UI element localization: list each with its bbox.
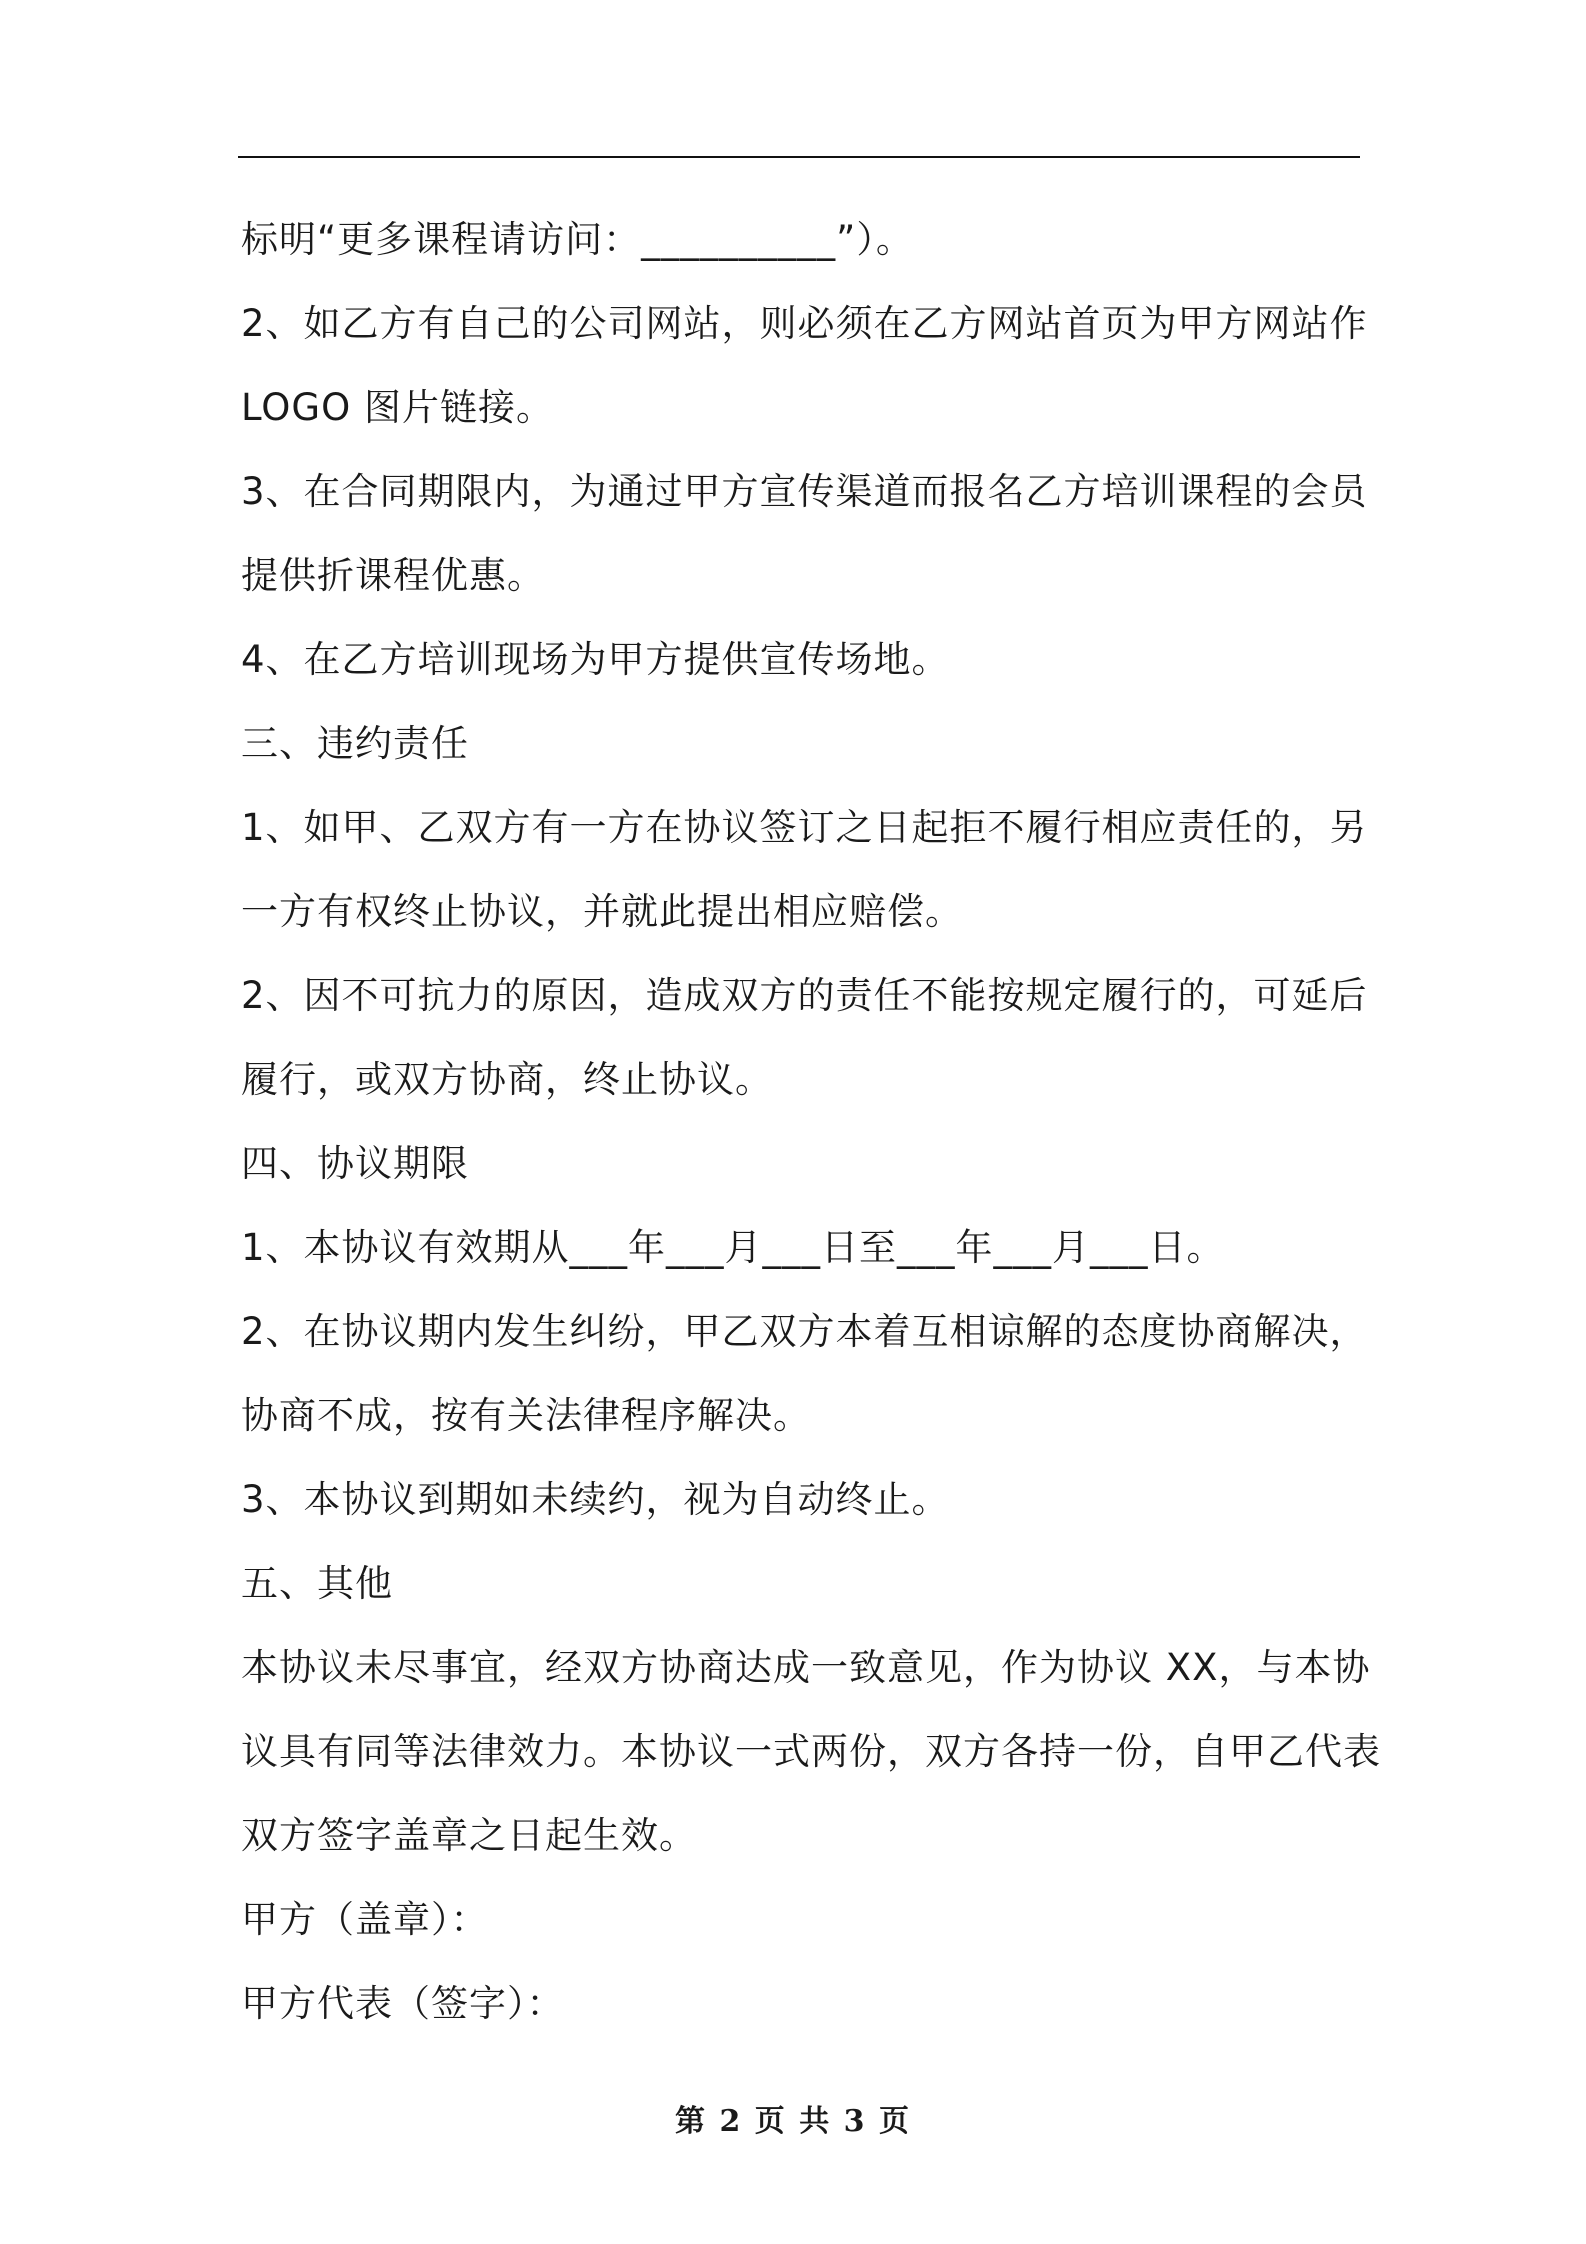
text-line: 协商不成，按有关法律程序解决。 [241,1394,811,1437]
text-line: 4、在乙方培训现场为甲方提供宣传场地。 [241,638,950,681]
text-line: 履行，或双方协商，终止协议。 [241,1058,773,1101]
text-line: 1、本协议有效期从___年___月___日至___年___月___日。 [241,1226,1225,1269]
signature-label-party-a: 甲方（盖章）： [241,1898,489,1941]
text-line: 3、在合同期限内，为通过甲方宣传渠道而报名乙方培训课程的会员 [241,470,1368,513]
section-heading: 四、协议期限 [241,1142,469,1185]
section-heading: 三、违约责任 [241,722,469,765]
header-rule [238,156,1360,158]
text-line: 2、因不可抗力的原因，造成双方的责任不能按规定履行的，可延后 [241,974,1368,1017]
text-line: LOGO 图片链接。 [241,386,554,429]
text-line: 提供折课程优惠。 [241,554,545,597]
text-line: 标明“更多课程请访问：__________”）。 [241,218,914,261]
text-line: 议具有同等法律效力。本协议一式两份，双方各持一份，自甲乙代表 [241,1730,1381,1773]
signature-label-party-a-rep: 甲方代表（签字）： [241,1982,565,2025]
page-number: 第 2 页 共 3 页 [675,2104,911,2139]
text-line: 2、如乙方有自己的公司网站，则必须在乙方网站首页为甲方网站作 [241,302,1368,345]
text-line: 双方签字盖章之日起生效。 [241,1814,697,1857]
text-line: 本协议未尽事宜，经双方协商达成一致意见，作为协议 XX，与本协 [241,1646,1371,1689]
document-body [241,198,1381,2046]
text-line: 一方有权终止协议，并就此提出相应赔偿。 [241,890,963,933]
text-line: 1、如甲、乙双方有一方在协议签订之日起拒不履行相应责任的，另 [241,806,1368,849]
text-line: 2、在协议期内发生纠纷，甲乙双方本着互相谅解的态度协商解决， [241,1310,1368,1353]
section-heading: 五、其他 [241,1562,393,1605]
text-line: 3、本协议到期如未续约，视为自动终止。 [241,1478,950,1521]
